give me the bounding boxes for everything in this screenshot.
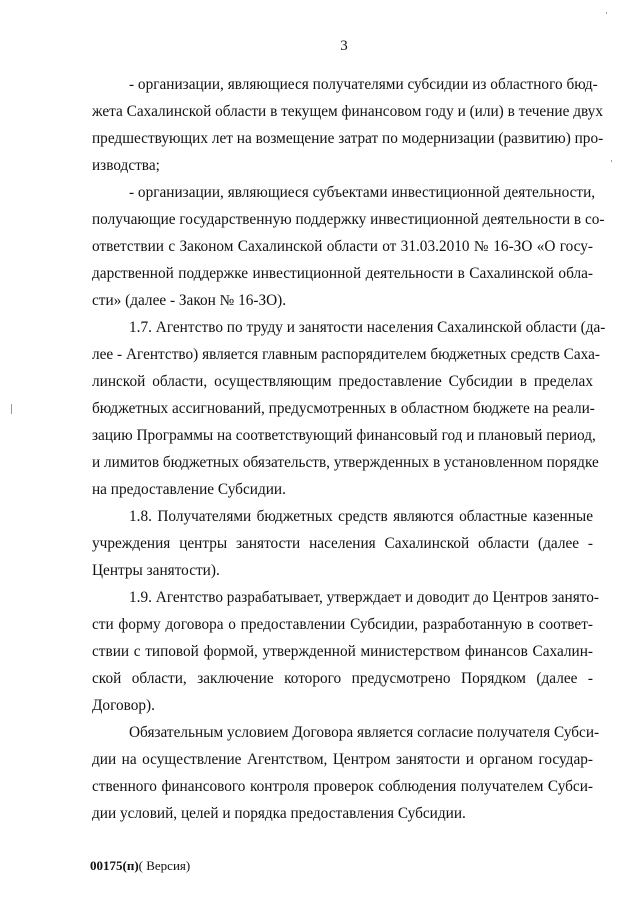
scan-mark <box>11 404 12 414</box>
footer-version: ( Версия) <box>138 858 191 873</box>
text-line: дии условий, целей и порядка предоставления Субсидии. <box>92 805 466 822</box>
text-line: ствии с типовой формой, утвержденной министерством финансов Сахалин- <box>92 643 593 660</box>
text-line: 1.7. Агентство по труду и занятости населения Сахалинской области (да- <box>129 319 606 336</box>
text-line: изводства; <box>92 157 160 174</box>
footer-code: 00175(п) <box>90 858 139 873</box>
text-line: линской области, осуществляющим предоставление Субсидии в пределах <box>92 373 593 390</box>
text-line: ской области, заключение которого предусмотрено Порядком (далее - <box>92 670 593 687</box>
text-line: дии на осуществление Агентством, Центром занятости и органом государ- <box>92 751 593 768</box>
text-line: жета Сахалинской области в текущем финансовом году и (или) в течение двух <box>92 103 603 120</box>
text-line: - организации, являющиеся субъектами инвестиционной деятельности, <box>129 184 596 201</box>
text-line: дарственной поддержке инвестиционной деятельности в Сахалинской обла- <box>92 265 593 282</box>
text-line: предшествующих лет на возмещение затрат по модернизации (развитию) про- <box>92 130 604 147</box>
text-line: и лимитов бюджетных обязательств, утвержденных в установленном порядке <box>92 454 599 471</box>
text-line: на предоставление Субсидии. <box>92 481 286 498</box>
text-line: Центры занятости). <box>92 562 220 579</box>
text-line: учреждения центры занятости населения Сахалинской области (далее - <box>92 535 593 552</box>
footer-document-code <box>90 858 190 874</box>
text-line: 1.8. Получателями бюджетных средств являются областные казенные <box>129 508 593 525</box>
text-line: зацию Программы на соответствующий финансовый год и плановый период, <box>92 427 596 444</box>
text-line: Договор). <box>92 697 155 714</box>
text-line: ственного финансового контроля проверок соблюдения получателем Субси- <box>92 778 593 795</box>
scan-mark <box>606 12 607 14</box>
text-line: сти» (далее - Закон № 16-ЗО). <box>92 292 287 309</box>
text-line: Обязательным условием Договора является согласие получателя Субси- <box>129 724 600 741</box>
text-line: сти форму договора о предоставлении Субсидии, разработанную в соответ- <box>92 616 593 633</box>
text-line: получающие государственную поддержку инвестиционной деятельности в со- <box>92 211 605 228</box>
text-line: бюджетных ассигнований, предусмотренных в областном бюджете на реали- <box>92 400 595 417</box>
text-line: 1.9. Агентство разрабатывает, утверждает и доводит до Центров занято- <box>129 589 600 606</box>
scan-mark <box>611 160 612 162</box>
text-line: - организации, являющиеся получателями субсидии из областного бюд- <box>129 76 598 93</box>
page-number: 3 <box>340 38 348 54</box>
text-line: лее - Агентство) является главным распорядителем бюджетных средств Саха- <box>92 346 600 363</box>
text-line: ответствии с Законом Сахалинской области от 31.03.2010 № 16-ЗО «О госу- <box>92 238 593 255</box>
